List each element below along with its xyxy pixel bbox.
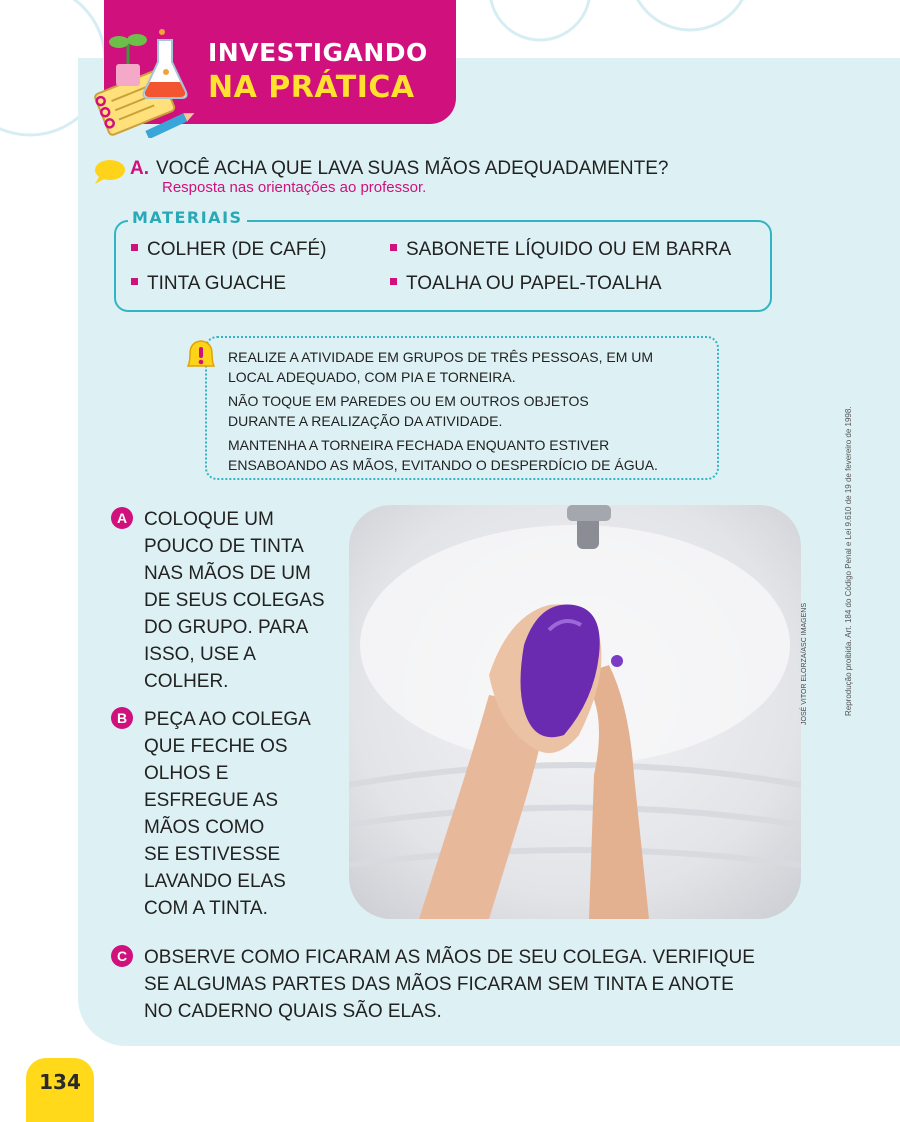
bullet-icon xyxy=(131,278,138,285)
material-label: SABONETE LÍQUIDO OU EM BARRA xyxy=(406,239,732,260)
materials-title: MATERIAIS xyxy=(128,208,247,227)
material-label: TINTA GUACHE xyxy=(147,273,286,294)
step-b-line: LAVANDO ELAS xyxy=(144,871,286,892)
bullet-icon xyxy=(390,278,397,285)
warning-line: NÃO TOQUE EM PAREDES OU EM OUTROS OBJETOS xyxy=(228,393,589,409)
step-a-line: POUCO DE TINTA xyxy=(144,536,304,557)
page-number: 134 xyxy=(39,1070,81,1094)
step-c-badge: C xyxy=(111,945,133,967)
warning-line: DURANTE A REALIZAÇÃO DA ATIVIDADE. xyxy=(228,413,503,429)
material-item xyxy=(390,273,662,295)
step-a-line: COLHER. xyxy=(144,671,229,692)
material-label: COLHER (DE CAFÉ) xyxy=(147,239,327,260)
materials-box xyxy=(114,220,772,312)
step-a-line: DE SEUS COLEGAS xyxy=(144,590,325,611)
step-a-line: DO GRUPO. PARA xyxy=(144,617,309,638)
question-text: VOCÊ ACHA QUE LAVA SUAS MÃOS ADEQUADAMENTE? xyxy=(156,158,669,179)
warning-bell-icon xyxy=(182,336,220,374)
step-c-line: NO CADERNO QUAIS SÃO ELAS. xyxy=(144,1001,442,1022)
step-b-line: SE ESTIVESSE xyxy=(144,844,281,865)
photo-credit: JOSÉ VITOR ELORZA/ASC IMAGENS xyxy=(801,602,808,725)
section-title-line2: NA PRÁTICA xyxy=(208,70,415,105)
step-b-line: MÃOS COMO xyxy=(144,817,265,838)
material-item xyxy=(390,239,731,261)
step-b-line: OLHOS E xyxy=(144,763,229,784)
question-letter: A. xyxy=(130,158,149,179)
step-b-line: ESFREGUE AS xyxy=(144,790,279,811)
material-item xyxy=(131,273,286,295)
step-c-line: OBSERVE COMO FICARAM AS MÃOS DE SEU COLEGA. VERIFIQUE xyxy=(144,947,755,968)
bullet-icon xyxy=(131,244,138,251)
warning-line: MANTENHA A TORNEIRA FECHADA ENQUANTO ESTIVER xyxy=(228,437,610,453)
step-b-line: COM A TINTA. xyxy=(144,898,268,919)
step-a-line: ISSO, USE A xyxy=(144,644,256,665)
legal-notice: Reprodução proibida. Art. 184 do Código Penal e Lei 9.610 de 19 de fevereiro de 1998. xyxy=(844,406,853,716)
step-a-line: COLOQUE UM xyxy=(144,509,274,530)
step-c-line: SE ALGUMAS PARTES DAS MÃOS FICARAM SEM TINTA E ANOTE xyxy=(144,974,734,995)
warning-line: LOCAL ADEQUADO, COM PIA E TORNEIRA. xyxy=(228,369,516,385)
step-b-line: PEÇA AO COLEGA xyxy=(144,709,311,730)
step-b-badge: B xyxy=(111,707,133,729)
bullet-icon xyxy=(390,244,397,251)
speech-bubble-icon xyxy=(92,159,126,185)
warning-line: ENSABOANDO AS MÃOS, EVITANDO O DESPERDÍCIO DE ÁGUA. xyxy=(228,457,658,473)
notebook-flask-plant-icon xyxy=(86,18,206,138)
step-b-line: QUE FECHE OS xyxy=(144,736,288,757)
section-title-line1: INVESTIGANDO xyxy=(208,38,428,67)
material-label: TOALHA OU PAPEL-TOALHA xyxy=(406,273,662,294)
question-answer-note: Resposta nas orientações ao professor. xyxy=(162,179,427,196)
hands-with-paint-photo xyxy=(349,505,801,919)
material-item xyxy=(131,239,326,261)
warning-line: REALIZE A ATIVIDADE EM GRUPOS DE TRÊS PESSOAS, EM UM xyxy=(228,349,654,365)
step-a-line: NAS MÃOS DE UM xyxy=(144,563,311,584)
step-a-badge: A xyxy=(111,507,133,529)
